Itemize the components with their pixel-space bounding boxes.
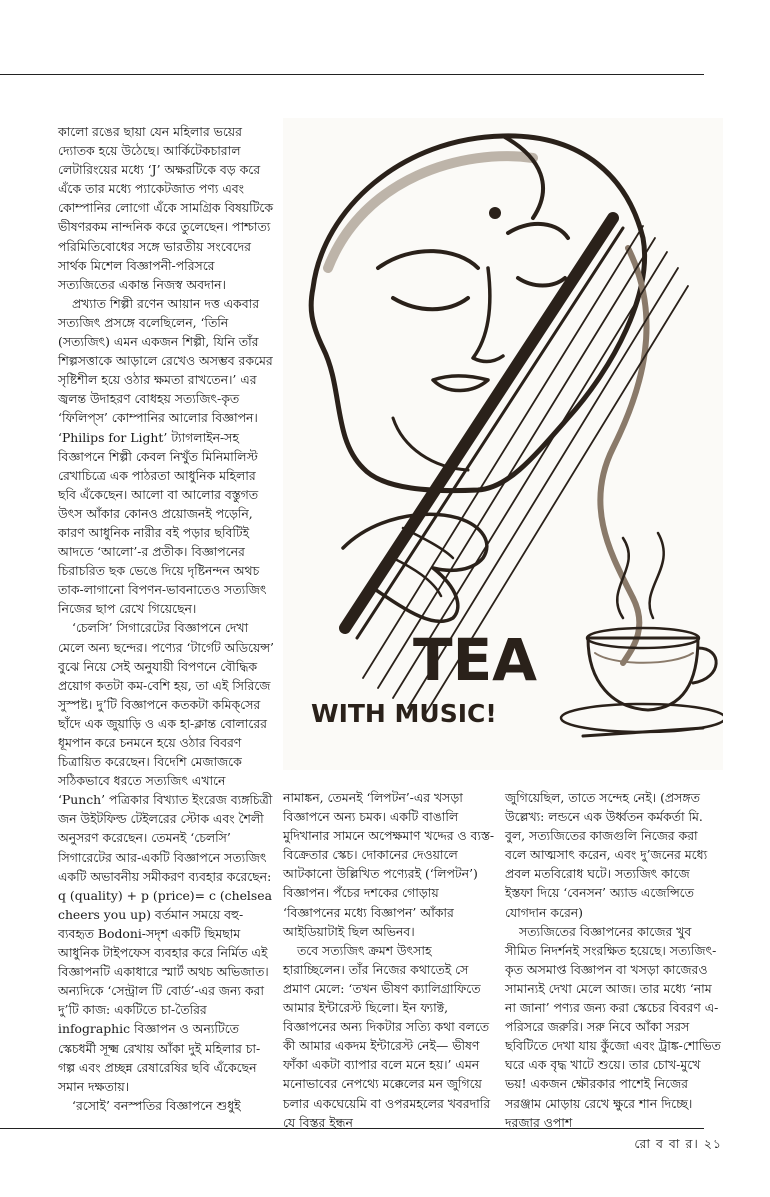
- illustration-artwork: [283, 118, 723, 770]
- bottom-rule: [0, 1128, 704, 1129]
- paragraph: সত্যজিতের বিজ্ঞাপনের কাজের খুব সীমিত নিদর্শনই সংরক্ষিত হয়েছে। সত্যজিৎ-কৃত অসমাপ্ত বিজ্ঞাপন বা খসড়া কাজেরও সামান্যই দেখা মেলে আজ। তার মধ্যে ‘নাম না জানা’ পণ্যর জন্য করা স্কেচের বিবরণ এ-পরিসরে জরুরি। সরু নিবে আঁকা সরস ছবিটিতে দেখা যায় কুঁজো এবং ট্রাঙ্ক-শোভিত ঘরে এক বৃদ্ধ খাটে শুয়ে। তার চোখ-মুখে ভয়! একজন ক্ষৌরকার পাশেই নিজের সরঞ্জাম মোড়ায় রেখে ক্ষুরে শান দিচ্ছে। দরজার ওপাশ: [505, 923, 721, 1130]
- paragraph: প্রখ্যাত শিল্পী রণেন আয়ান দত্ত একবার সত্যজিৎ প্রসঙ্গে বলেছিলেন, ‘তিনি (সত্যজিৎ) এমন একজন শিল্পী, যিনি তাঁর শিল্পসত্তাকে আড়ালে রেখেও অসম্ভব রকমের সৃষ্টিশীল হয়ে ওঠার ক্ষমতা রাখতেন।’ এর জ্বলন্ত উদাহরণ বোধহয় সত্যজিৎ-কৃত ‘ফিলিপ্‌স’ কোম্পানির আলোর বিজ্ঞাপন। ‘Philips for Light’ ট্যাগলাইন-সহ বিজ্ঞাপনে শিল্পী কেবল নিখুঁত মিনিমালিস্ট রেখাচিত্রে এক পাঠরতা আধুনিক মহিলার ছবি এঁকেছেন। আলো বা আলোর বস্তুগত উৎস আঁকার কোনও প্রয়োজনই পড়েনি, কারণ আধুনিক নারীর বই পড়ার ছবিটিই আদতে ‘আলো’-র প্রতীক। বিজ্ঞাপনের চিরাচরিত ছক ভেঙে দিয়ে দৃষ্টিনন্দন অথচ তাক-লাগানো বিপণন-ভাবনাতেও সত্যজিৎ নিজের ছাপ রেখে গিয়েছেন।: [58, 295, 273, 617]
- with-music-headline: WITH MUSIC!: [311, 699, 497, 728]
- paragraph: নামাঙ্কন, তেমনই ‘লিপটন’-এর খসড়া বিজ্ঞাপনে অন্য চমক। একটি বাঙালি মুদিখানার সামনে অপেক্ষমাণ খদ্দের ও ব্যস্ত-বিক্রেতার স্কেচ। দোকানের দেওয়ালে আটকানো উল্লিখিত পণ্যেরই (‘লিপটন’) বিজ্ঞাপন। পঁচের দশকের গোড়ায় ‘বিজ্ঞাপনের মধ্যে বিজ্ঞাপন’ আঁকার আইডিয়াটাই ছিল অভিনব।: [283, 790, 495, 939]
- top-rule: [0, 74, 704, 75]
- tea-with-music-illustration: [283, 118, 723, 770]
- paragraph: কালো রঙের ছায়া যেন মহিলার ভয়ের দ্যোতক হয়ে উঠেছে। আর্কিটেকচারাল লেটারিংয়ের মধ্যে ‘J’ অক্ষরটিকে বড় করে এঁকে তার মধ্যে প্যাকেটজাত পণ্য এবং কোম্পানির লোগো এঁকে সামগ্রিক বিষয়টিকে ভীষণরকম নান্দনিক করে তুলেছেন। পাশ্চাত্য পরিমিতিবোধের সঙ্গে ভারতীয় সংবেদের সার্থক মিশেল বিজ্ঞাপনী-পরিসরে সত্যজিতের একান্ত নিজস্ব অবদান।: [58, 124, 274, 292]
- article-column-2: [283, 788, 496, 1132]
- paragraph: তবে সত্যজিৎ ক্রমশ উৎসাহ হারাচ্ছিলেন। তাঁর নিজের কথাতেই সে প্রমাণ মেলে: ‘তখন ভীষণ ক্যালিগ্রাফিতে আমার ইন্টারেস্ট ছিলো। ইন ফ্যাক্ট, বিজ্ঞাপনের অন্য দিকটার সত্যি কথা বলতে কী আমার একদম ইন্টারেস্ট নেই— ভীষণ ফাঁকা একটা ব্যাপার বলে মনে হয়।’ এমন মনোভাবের নেপথ্যে মক্কেলের মন জুগিয়ে চলার একঘেয়েমি বা ওপরমহলের খবরদারি যে বিস্তর ইন্ধন: [283, 942, 491, 1130]
- paragraph: ‘রসোই’ বনস্পতির বিজ্ঞাপনে শুধুই: [72, 1097, 241, 1113]
- tea-headline: TEA: [413, 626, 538, 694]
- page-folio: রো ব বা র। ২১: [634, 1136, 722, 1151]
- article-column-3: [505, 788, 721, 1132]
- article-column-1: [58, 122, 274, 1115]
- paragraph: জুগিয়েছিল, তাতে সন্দেহ নেই। (প্রসঙ্গত উল্লেখ্য: লন্ডনে এক উর্ধ্বতন কর্মকর্তা মি. বুল, সত্যজিতের কাজগুলি নিজের করা বলে আত্মসাৎ করেন, এবং দু’জনের মধ্যে প্রবল মতবিরোধ ঘটে। সত্যজিৎ কাজে ইস্তফা দিয়ে ‘বেনসন’ অ্যাড এজেন্সিতে যোগদান করেন): [505, 790, 708, 920]
- paragraph: ‘চেলসি’ সিগারেটের বিজ্ঞাপনে দেখা মেলে অন্য ছন্দের। পণ্যের ‘টার্গেট অডিয়েন্স’ বুঝে নিয়ে সেই অনুযায়ী বিপণনে বৌদ্ধিক প্রয়োগ কতটা কম-বেশি হয়, তা এই সিরিজে সুস্পষ্ট। দু’টি বিজ্ঞাপনে কতকটা কমিক্‌সের ছাঁদে এক জুয়াড়ি ও এক হা-ক্লান্ত বোলারের ধূমপান করে চনমনে হয়ে ওঠার বিবরণ চিত্রায়িত করেছেন। বিদেশি মেজাজকে সঠিকভাবে ধরতে সত্যজিৎ এখানে ‘Punch’ পত্রিকার বিখ্যাত ইংরেজ ব্যঙ্গচিত্রী জন উইটফিল্ড টেইলরের স্টোক এবং শৈলী অনুসরণ করেছেন। তেমনই ‘চেলসি’ সিগারেটের আর-একটি বিজ্ঞাপনে সত্যজিৎ একটি অভাবনীয় সমীকরণ ব্যবহার করেছেন: q (quality) + p (price)= c (chelsea cheers you up) বর্তমান সময়ে বহু-ব্যবহৃত Bodoni-সদৃশ একটি ছিমছাম আধুনিক টাইপফেস ব্যবহার করে নির্মিত এই বিজ্ঞাপনটি একাধারে স্মার্ট অথচ অভিজাত। অন্যদিকে ‘সেন্ট্রাল টি বোর্ড’-এর জন্য করা দু’টি কাজ: একটিতে চা-তৈরির infographic বিজ্ঞাপন ও অন্যটিতে স্কেচধর্মী সূক্ষ্ম রেখায় আঁকা দুই মহিলার চা-গল্প এবং প্রচ্ছন্ন রেষারেষির ছবি এঁকেছেন সমান দক্ষতায়।: [58, 620, 274, 1094]
